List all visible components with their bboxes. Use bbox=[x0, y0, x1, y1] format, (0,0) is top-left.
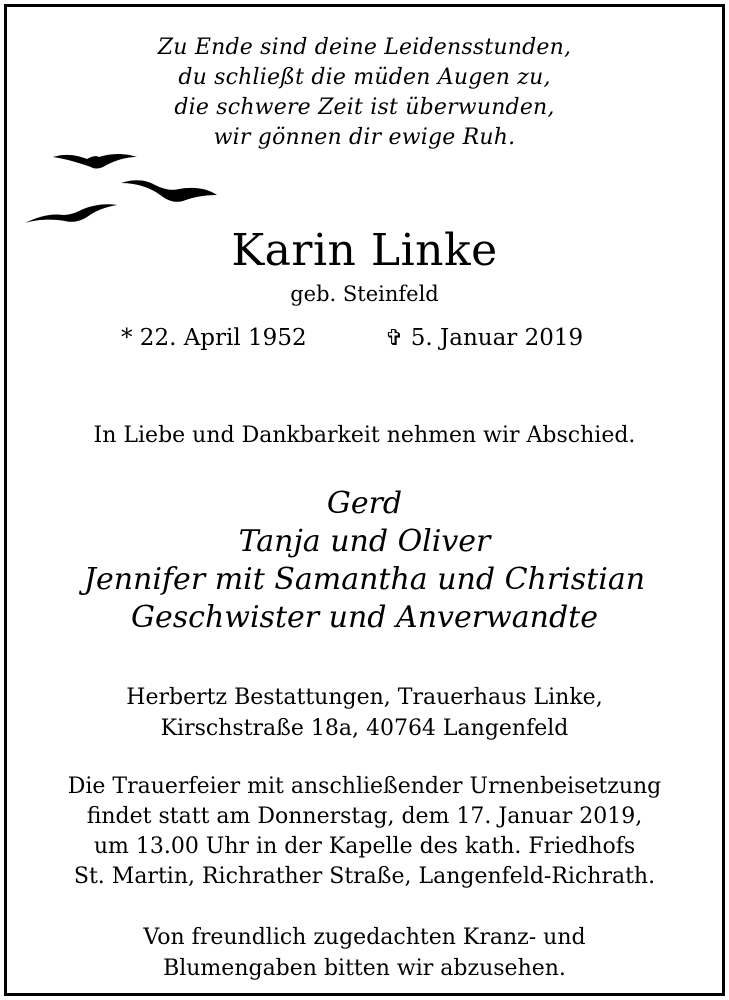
bird-shape bbox=[121, 180, 217, 202]
undertaker-info bbox=[7, 682, 722, 744]
poem-line: wir gönnen dir ewige Ruh. bbox=[213, 125, 516, 150]
mourners-list bbox=[7, 485, 722, 637]
mourner-line: Jennifer mit Samantha und Christian bbox=[83, 562, 646, 597]
maiden-name: geb. Steinfeld bbox=[290, 282, 439, 306]
poem bbox=[7, 33, 722, 153]
mourner-line: Geschwister und Anverwandte bbox=[131, 600, 598, 635]
service-line: findet statt am Donnerstag, dem 17. Januar 2019, bbox=[86, 804, 643, 829]
death-date: 5. Januar 2019 bbox=[410, 325, 584, 351]
farewell-text: In Liebe und Dankbarkeit nehmen wir Abschied. bbox=[93, 423, 636, 448]
flowers-line: Blumengaben bitten wir abzusehen. bbox=[163, 956, 566, 981]
obituary-frame bbox=[4, 4, 725, 996]
mourner-line: Tanja und Oliver bbox=[238, 524, 491, 559]
service-info bbox=[7, 772, 722, 892]
poem-line: Zu Ende sind deine Leidensstunden, bbox=[157, 35, 572, 60]
flowers-line: Von freundlich zugedachten Kranz- und bbox=[143, 925, 586, 950]
birth-date: * 22. April 1952 bbox=[121, 325, 307, 351]
service-line: St. Martin, Richrather Straße, Langenfeld-Richrath. bbox=[73, 864, 656, 889]
service-line: um 13.00 Uhr in der Kapelle des kath. Friedhofs bbox=[93, 834, 636, 859]
flowers-note bbox=[7, 922, 722, 984]
poem-line: du schließt die müden Augen zu, bbox=[178, 65, 551, 90]
deceased-name: Karin Linke bbox=[231, 225, 498, 276]
bird-shape bbox=[53, 154, 137, 169]
birds-icon bbox=[21, 145, 221, 229]
undertaker-line: Kirschstraße 18a, 40764 Langenfeld bbox=[160, 716, 569, 741]
poem-line: die schwere Zeit ist überwunden, bbox=[174, 95, 555, 120]
cross-icon: ✞ bbox=[385, 326, 404, 351]
undertaker-line: Herbertz Bestattungen, Trauerhaus Linke, bbox=[126, 685, 603, 710]
service-line: Die Trauerfeier mit anschließender Urnenbeisetzung bbox=[67, 774, 662, 799]
mourner-line: Gerd bbox=[326, 486, 403, 521]
bird-shape bbox=[25, 204, 117, 223]
death-date-group bbox=[385, 323, 583, 354]
